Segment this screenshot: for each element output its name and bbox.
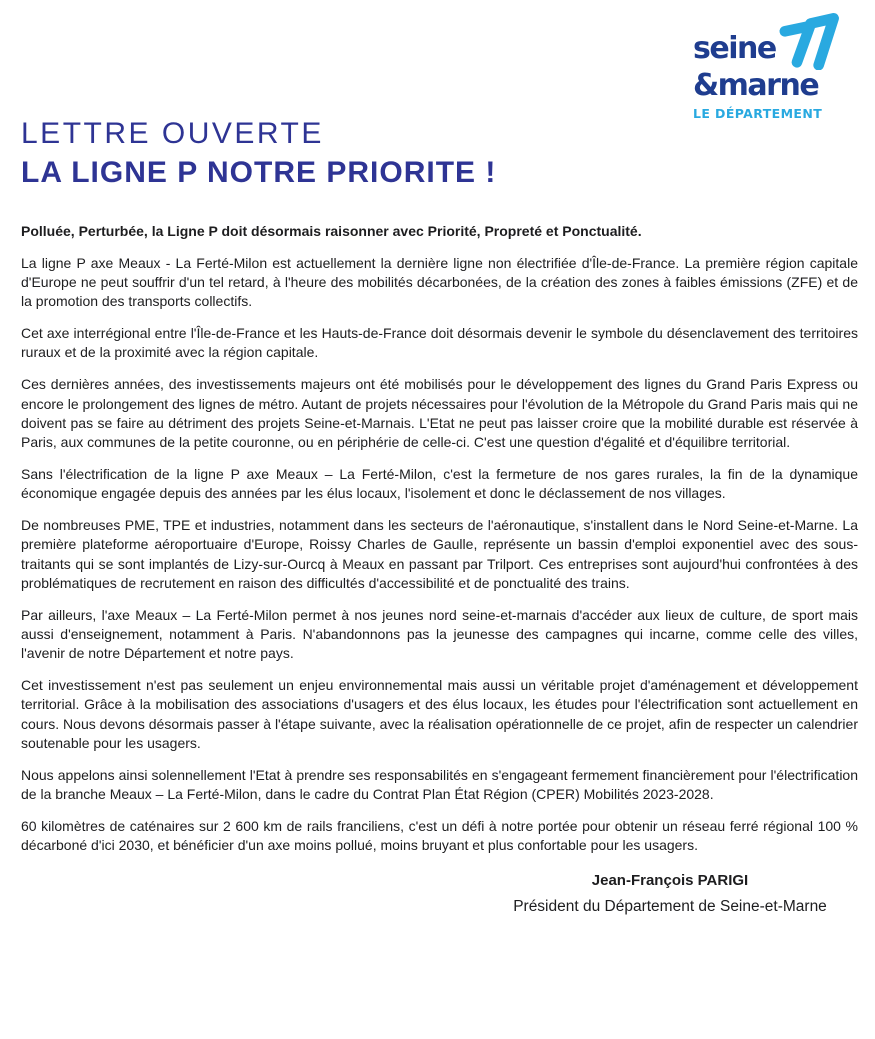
page-title-line2: LA LIGNE P NOTRE PRIORITE ! [21, 156, 497, 189]
letter-paragraph: Par ailleurs, l'axe Meaux – La Ferté-Milon permet à nos jeunes nord seine-et-marnais d'accéder aux lieux de culture, de sport mais aussi d'enseignement, notamment à Paris. N'abandonnons pas la jeunesse des campagnes qui incarne, comme celle des villes, l'avenir de notre Département et notre pays. [21, 606, 858, 662]
letter-paragraph: Sans l'électrification de la ligne P axe Meaux – La Ferté-Milon, c'est la fermeture de nos gares rurales, la fin de la dynamique économique engagée depuis des années par les élus locaux, l'isolement et donc le déclassement de nos villages. [21, 465, 858, 502]
letter-paragraph: De nombreuses PME, TPE et industries, notamment dans les secteurs de l'aéronautique, s'installent dans le Nord Seine-et-Marne. La première plateforme aéroportuaire d'Europe, Roissy Charles de Gaulle, représente un bassin d'emploi exponentiel avec des sous-traitants qui se sont implantés de Lizy-sur-Ourcq à Meaux en passant par Trilport. Ces entreprises sont aujourd'hui confrontées à des problématiques de recrutement en raison des difficultés d'accessibilité et de ponctualité des trains. [21, 517, 858, 591]
signature-block [490, 868, 850, 920]
logo-department-tagline: LE DÉPARTEMENT [693, 106, 823, 121]
logo-seine-text: seine [693, 31, 776, 66]
letter-paragraph: La ligne P axe Meaux - La Ferté-Milon est actuellement la dernière ligne non électrifiée d'Île-de-France. La première région capitale d'Europe ne peut souffrir d'un tel retard, à l'heure des mobilités décarbonées, de la création des zones à faibles émissions (ZFE) et de la promotion des transports collectifs. [21, 254, 858, 310]
logo-77-icon [778, 12, 840, 70]
letter-paragraph: Cet investissement n'est pas seulement un enjeu environnemental mais aussi un véritable projet d'aménagement et développement territorial. Grâce à la mobilisation des associations d'usagers et des élus locaux, les études pour l'électrification sont actuellement en cours. Nous devons désormais passer à l'étape suivante, avec la réalisation opérationnelle de ce projet, afin de respecter un calendrier soutenable pour les usagers. [21, 677, 858, 752]
signature-name: Jean-François PARIGI [591, 872, 749, 890]
seine-et-marne-logo [693, 12, 859, 121]
letter-paragraph: Cet axe interrégional entre l'Île-de-France et les Hauts-de-France doit désormais devenir le symbole du désenclavement des territoires ruraux et de la proximité avec la région capitale. [21, 325, 858, 361]
letter-body [21, 222, 858, 856]
signature-role: Président du Département de Seine-et-Marne [513, 898, 827, 916]
letter-paragraph: Nous appelons ainsi solennellement l'Etat à prendre ses responsabilités en s'engageant fermement financièrement pour l'électrification de la branche Meaux – La Ferté-Milon, dans le cadre du Contrat Plan État Région (CPER) Mobilités 2023-2028. [21, 766, 858, 803]
letter-paragraph: Ces dernières années, des investissements majeurs ont été mobilisés pour le développement des lignes du Grand Paris Express ou encore le prolongement des lignes de métro. Autant de projets nécessaires pour l'évolution de la Métropole du Grand Paris mais qui ne doivent pas se faire au détriment des projets Seine-et-Marnais. L'Etat ne peut pas laisser croire que la mobilité durable est réservée à Paris, aux communes de la petite couronne, ou en périphérie de celle-ci. C'est une question d'égalité et d'équilibre territorial. [21, 376, 858, 451]
logo-top-row [693, 12, 859, 70]
page-title-line1: LETTRE OUVERTE [21, 117, 324, 150]
lead-paragraph: Polluée, Perturbée, la Ligne P doit désormais raisonner avec Priorité, Propreté et Ponctualité. [21, 223, 642, 239]
logo-marne-text: &marne [693, 68, 819, 103]
letter-paragraph: 60 kilomètres de caténaires sur 2 600 km de rails franciliens, c'est un défi à notre portée pour obtenir un réseau ferré régional 100 % décarboné d'ici 2030, et bénéficier d'un axe moins pollué, moins bruyant et plus confortable pour les usagers. [21, 817, 858, 854]
